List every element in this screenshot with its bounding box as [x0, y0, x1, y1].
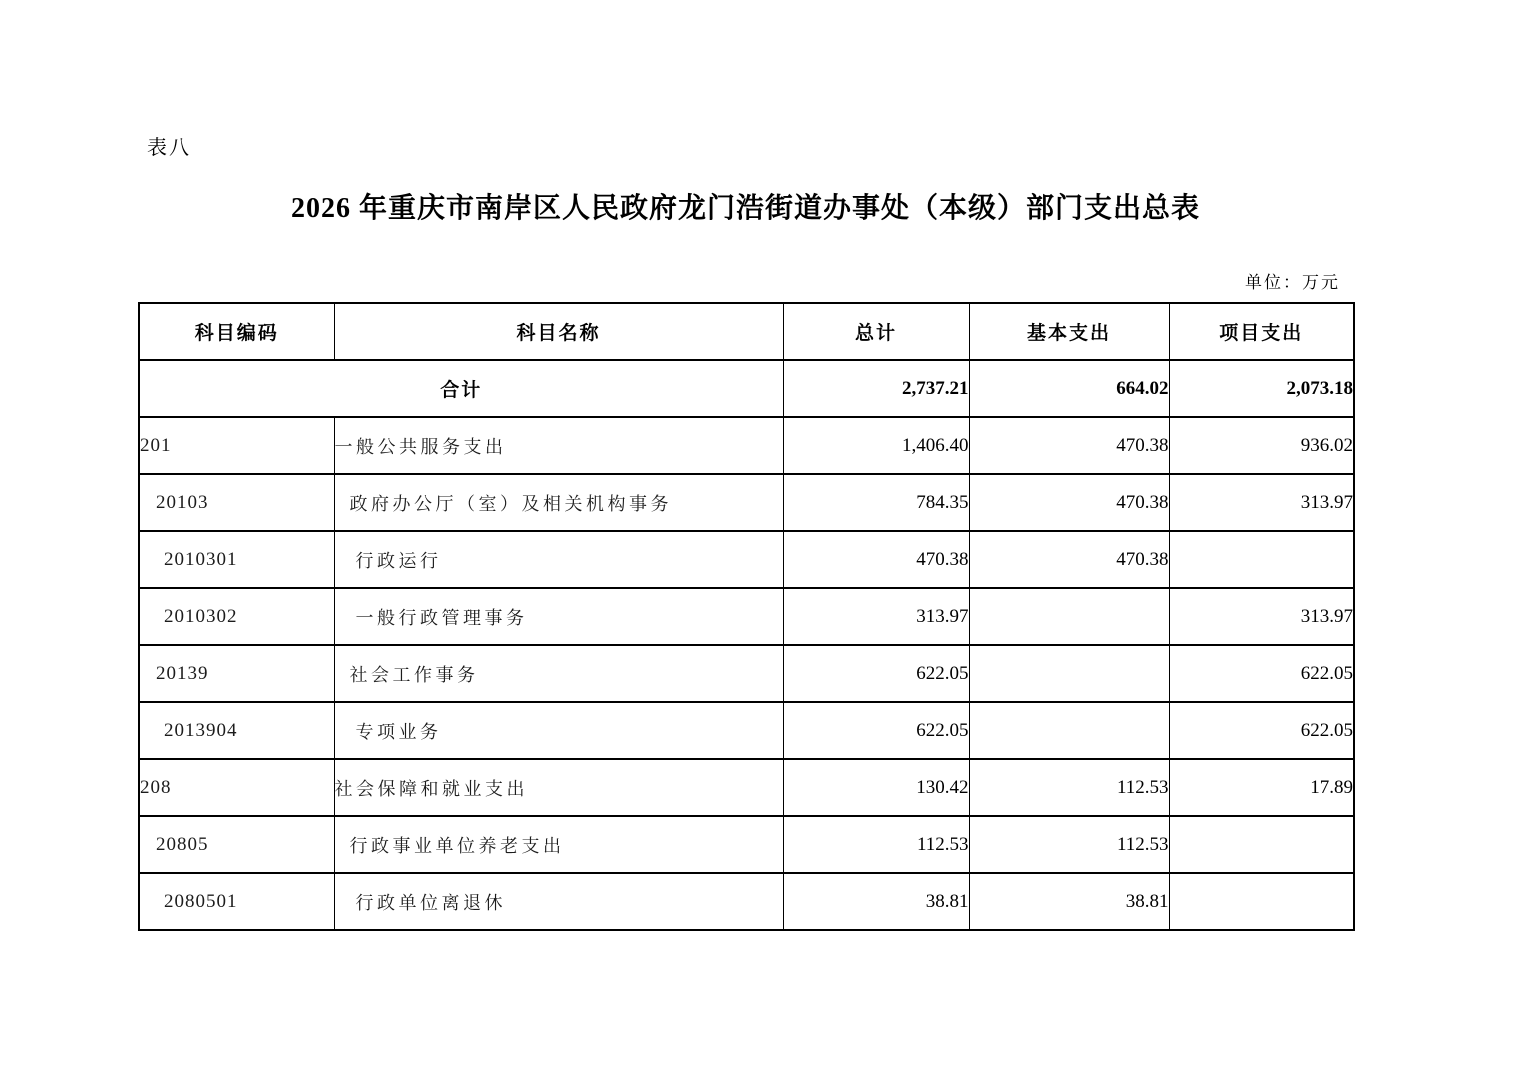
- table-row: [139, 702, 1354, 759]
- col-header-subject-name: 科目名称: [334, 303, 783, 360]
- table-row: [139, 417, 1354, 474]
- basic-cell: [969, 645, 1169, 702]
- code-cell: 20139: [139, 645, 334, 702]
- header-row: [139, 303, 1354, 360]
- code-cell: 2010302: [139, 588, 334, 645]
- name-cell: 行政运行: [334, 531, 783, 588]
- total-cell: 130.42: [783, 759, 969, 816]
- col-header-total: 总计: [783, 303, 969, 360]
- table-row: [139, 531, 1354, 588]
- name-cell: 社会工作事务: [334, 645, 783, 702]
- col-header-subject-code: 科目编码: [139, 303, 334, 360]
- table-row: [139, 645, 1354, 702]
- total-cell: 784.35: [783, 474, 969, 531]
- project-cell: 313.97: [1169, 588, 1354, 645]
- name-cell: 专项业务: [334, 702, 783, 759]
- unit-note: 单位：万元: [1245, 273, 1340, 292]
- total-project-cell: 2,073.18: [1169, 360, 1354, 417]
- code-cell: 201: [139, 417, 334, 474]
- expenditure-summary-table: [138, 302, 1355, 931]
- code-cell: 2010301: [139, 531, 334, 588]
- table-row: [139, 816, 1354, 873]
- project-cell: [1169, 816, 1354, 873]
- name-cell: 行政单位离退休: [334, 873, 783, 930]
- project-cell: 936.02: [1169, 417, 1354, 474]
- name-cell: 社会保障和就业支出: [334, 759, 783, 816]
- col-header-project-expenditure: 项目支出: [1169, 303, 1354, 360]
- basic-cell: [969, 702, 1169, 759]
- code-cell: 20805: [139, 816, 334, 873]
- name-cell: 一般公共服务支出: [334, 417, 783, 474]
- col-header-basic-expenditure: 基本支出: [969, 303, 1169, 360]
- project-cell: 622.05: [1169, 645, 1354, 702]
- table-number-label: 表八: [147, 137, 191, 159]
- table-row: [139, 588, 1354, 645]
- project-cell: 313.97: [1169, 474, 1354, 531]
- total-cell: 112.53: [783, 816, 969, 873]
- basic-cell: 470.38: [969, 417, 1169, 474]
- total-cell: 622.05: [783, 702, 969, 759]
- basic-cell: 470.38: [969, 531, 1169, 588]
- total-cell: 38.81: [783, 873, 969, 930]
- table-row: [139, 873, 1354, 930]
- total-cell: 470.38: [783, 531, 969, 588]
- total-row: [139, 360, 1354, 417]
- total-basic-cell: 664.02: [969, 360, 1169, 417]
- basic-cell: 470.38: [969, 474, 1169, 531]
- code-cell: 2013904: [139, 702, 334, 759]
- page-title: 2026 年重庆市南岸区人民政府龙门浩街道办事处（本级）部门支出总表: [290, 193, 1200, 224]
- code-cell: 208: [139, 759, 334, 816]
- basic-cell: 38.81: [969, 873, 1169, 930]
- project-cell: 17.89: [1169, 759, 1354, 816]
- total-cell: 313.97: [783, 588, 969, 645]
- basic-cell: [969, 588, 1169, 645]
- total-cell: 1,406.40: [783, 417, 969, 474]
- name-cell: 政府办公厅（室）及相关机构事务: [334, 474, 783, 531]
- table-row: [139, 759, 1354, 816]
- basic-cell: 112.53: [969, 759, 1169, 816]
- project-cell: 622.05: [1169, 702, 1354, 759]
- basic-cell: 112.53: [969, 816, 1169, 873]
- table-row: [139, 474, 1354, 531]
- name-cell: 一般行政管理事务: [334, 588, 783, 645]
- code-cell: 2080501: [139, 873, 334, 930]
- project-cell: [1169, 873, 1354, 930]
- code-cell: 20103: [139, 474, 334, 531]
- total-total-cell: 2,737.21: [783, 360, 969, 417]
- total-cell: 622.05: [783, 645, 969, 702]
- total-label-cell: 合计: [139, 360, 783, 417]
- name-cell: 行政事业单位养老支出: [334, 816, 783, 873]
- project-cell: [1169, 531, 1354, 588]
